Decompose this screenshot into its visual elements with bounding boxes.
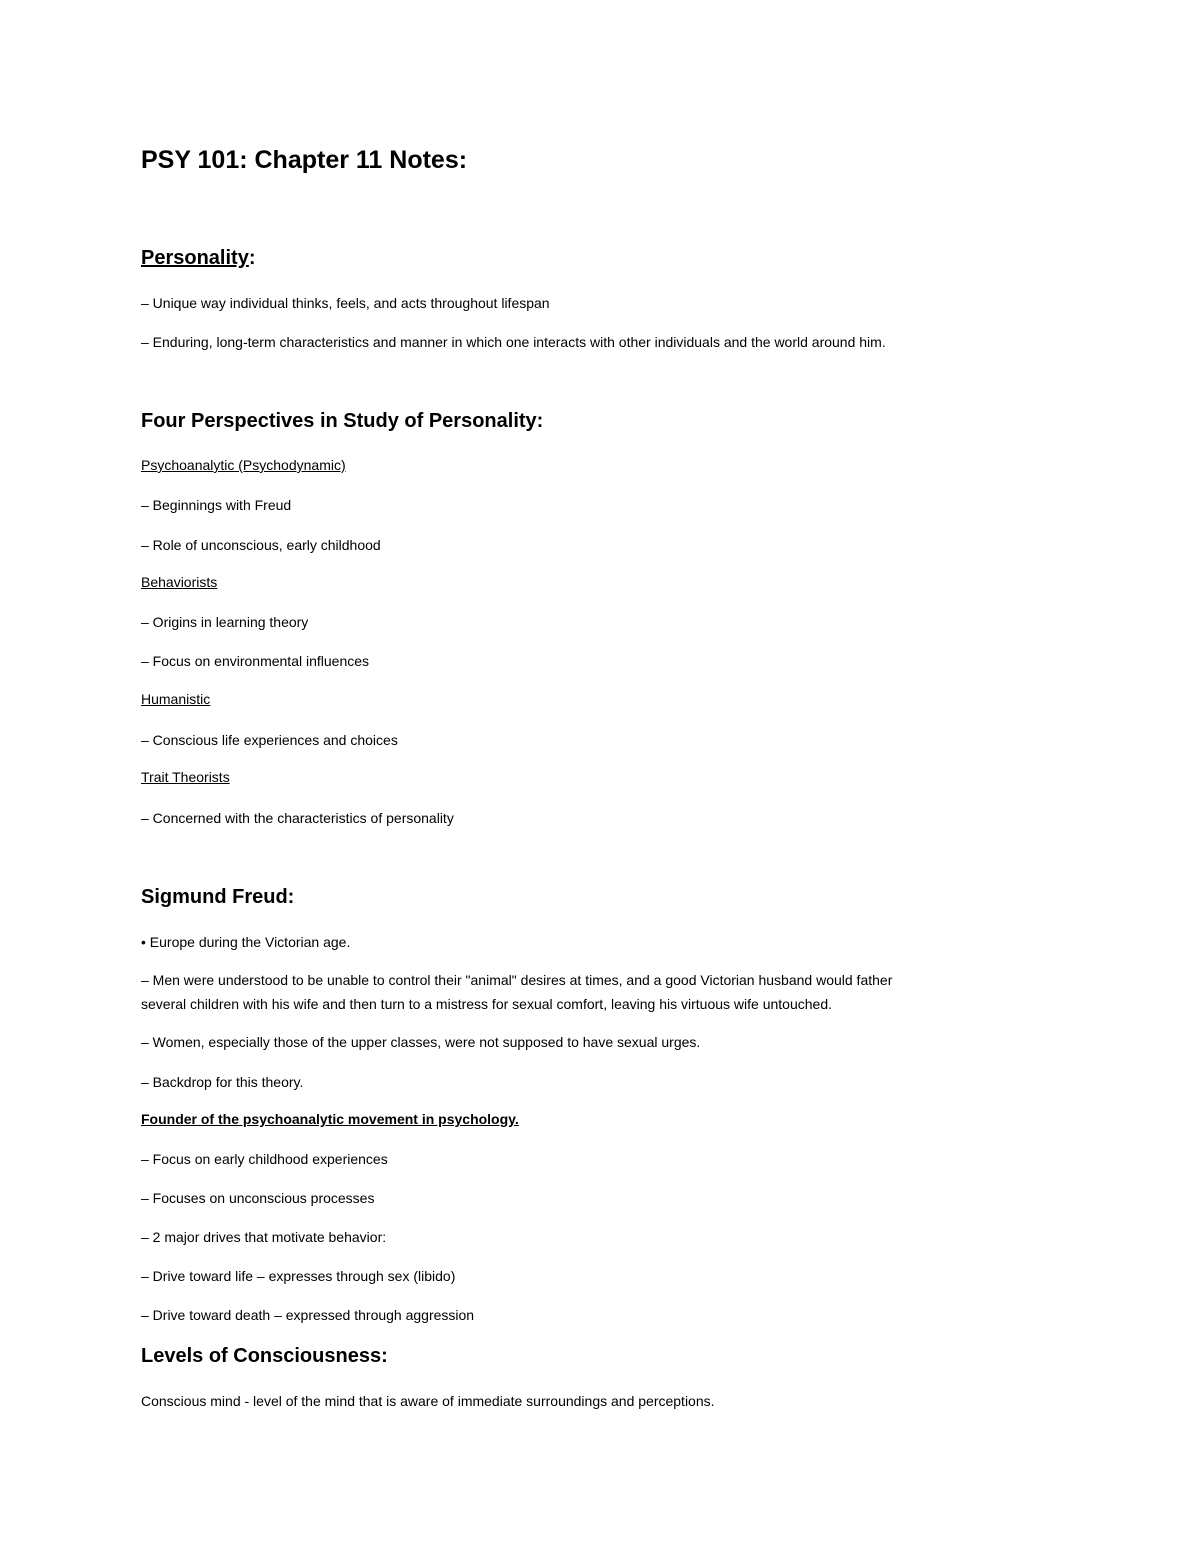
perspective-item: – Role of unconscious, early childhood — [141, 537, 381, 553]
perspective-item: – Origins in learning theory — [141, 614, 309, 630]
freud-backdrop-line: – Backdrop for this theory. — [141, 1074, 304, 1090]
consciousness-line: Conscious mind - level of the mind that is aware of immediate surroundings and perceptions. — [141, 1393, 715, 1409]
freud-founder-label: Founder of the psychoanalytic movement in psychology. — [141, 1111, 519, 1127]
freud-heading: Sigmund Freud: — [141, 886, 295, 908]
freud-point: – Focus on early childhood experiences — [141, 1151, 388, 1167]
page-title: PSY 101: Chapter 11 Notes: — [141, 146, 468, 174]
perspective-label-psychoanalytic: Psychoanalytic (Psychodynamic) — [141, 457, 346, 473]
perspective-item: – Conscious life experiences and choices — [141, 732, 398, 748]
freud-point: – Drive toward death – expressed through aggression — [141, 1307, 475, 1323]
freud-bullet: • Europe during the Victorian age. — [141, 934, 351, 950]
perspective-item: – Beginnings with Freud — [141, 497, 292, 513]
personality-heading — [141, 247, 256, 270]
freud-paragraph-line-2: several children with his wife and then turn to a mistress for sexual comfort, leaving his virtuous wife untouched. — [141, 996, 832, 1012]
personality-heading-colon: : — [248, 247, 256, 269]
perspective-label-trait-theorists: Trait Theorists — [141, 769, 230, 785]
freud-women-line: – Women, especially those of the upper classes, were not supposed to have sexual urges. — [141, 1034, 701, 1050]
perspectives-heading: Four Perspectives in Study of Personality: — [141, 410, 544, 432]
freud-point: – Focuses on unconscious processes — [141, 1190, 375, 1206]
perspective-item: – Concerned with the characteristics of personality — [141, 810, 454, 826]
freud-point: – Drive toward life – expresses through sex (libido) — [141, 1268, 456, 1284]
personality-line-2: – Enduring, long-term characteristics and manner in which one interacts with other individuals and the world around him. — [141, 334, 886, 350]
perspective-label-behaviorists: Behaviorists — [141, 574, 218, 590]
personality-heading-text: Personality — [141, 247, 249, 269]
freud-paragraph-line-1: – Men were understood to be unable to control their "animal" desires at times, and a good Victorian husband would father — [141, 972, 893, 988]
personality-line-1: – Unique way individual thinks, feels, and acts throughout lifespan — [141, 295, 550, 311]
freud-point: – 2 major drives that motivate behavior: — [141, 1229, 387, 1245]
perspective-label-humanistic: Humanistic — [141, 691, 211, 707]
perspective-item: – Focus on environmental influences — [141, 653, 370, 669]
consciousness-heading: Levels of Consciousness: — [141, 1345, 388, 1367]
